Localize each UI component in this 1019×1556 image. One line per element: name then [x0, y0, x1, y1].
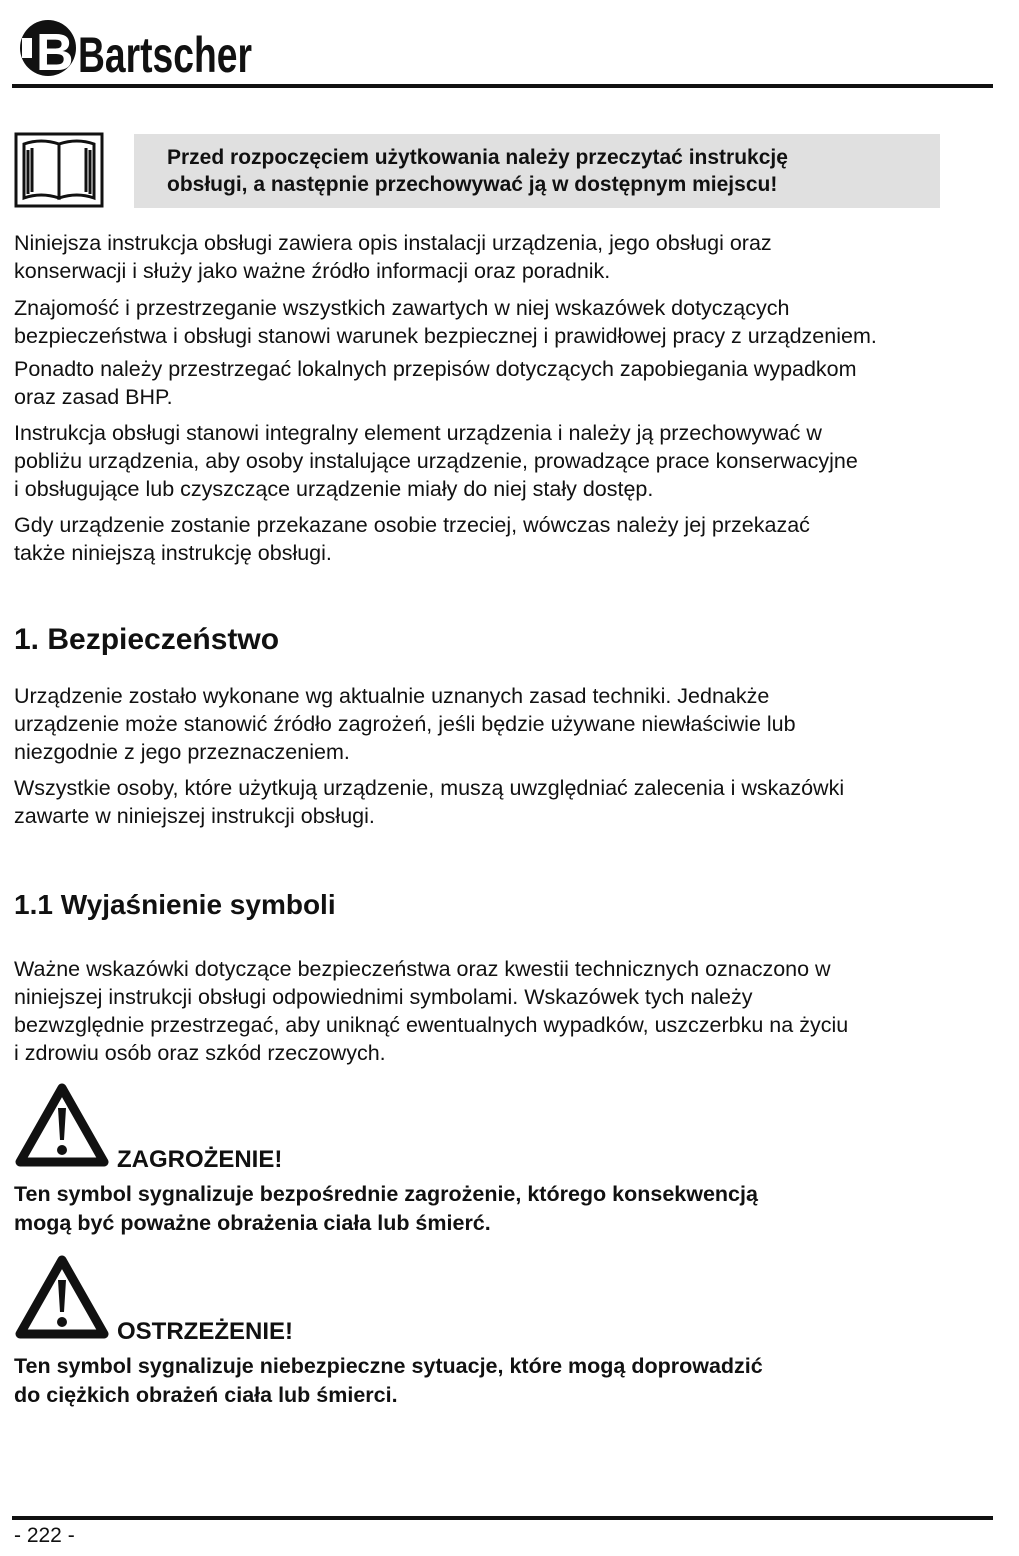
- text-line: niezgodnie z jego przeznaczeniem.: [14, 740, 350, 764]
- text-line: bezwzględnie przestrzegać, aby uniknąć ewentualnych wypadków, uszczerbku na życiu: [14, 1013, 849, 1037]
- text-line: Ponadto należy przestrzegać lokalnych przepisów dotyczących zapobiegania wypadkom: [14, 357, 857, 381]
- text-line: Gdy urządzenie zostanie przekazane osobie trzeciej, wówczas należy jej przekazać: [14, 513, 810, 537]
- text-line: pobliżu urządzenia, aby osoby instalujące urządzenie, prowadzące prace konserwacyjne: [14, 449, 858, 473]
- text-line: także niniejszą instrukcję obsługi.: [14, 541, 332, 565]
- text-line: urządzenie może stanowić źródło zagrożeń, jeśli będzie używane niewłaściwie lub: [14, 712, 796, 736]
- text-line: Instrukcja obsługi stanowi integralny element urządzenia i należy ją przechowywać w: [14, 421, 822, 445]
- text-line: i obsługujące lub czyszczące urządzenie miały do niej stały dostęp.: [14, 477, 654, 501]
- text-line: zawarte w niniejszej instrukcji obsługi.: [14, 804, 375, 828]
- text-line: niniejszej instrukcji obsługi odpowiednimi symbolami. Wskazówek tych należy: [14, 985, 753, 1009]
- header-rule: [12, 84, 993, 88]
- text-line: Urządzenie zostało wykonane wg aktualnie uznanych zasad techniki. Jednakże: [14, 684, 770, 708]
- brand-name: Bartscher: [78, 27, 252, 83]
- text-line: mogą być poważne obrażenia ciała lub śmierć.: [14, 1211, 491, 1235]
- text-line: i zdrowiu osób oraz szkód rzeczowych.: [14, 1041, 386, 1065]
- subsection-title: 1.1 Wyjaśnienie symboli: [14, 889, 336, 920]
- notice-line: obsługi, a następnie przechowywać ją w dostępnym miejscu!: [167, 173, 778, 196]
- page-number: - 222 -: [14, 1524, 75, 1547]
- intro-paragraph: [14, 229, 1019, 285]
- section-title: 1. Bezpieczeństwo: [14, 623, 280, 656]
- intro-paragraph: [14, 355, 1019, 411]
- text-line: bezpieczeństwa i obsługi stanowi warunek bezpiecznej i prawidłowej pracy z urządzeniem.: [14, 324, 877, 348]
- text-line: oraz zasad BHP.: [14, 385, 173, 409]
- notice-line: Przed rozpoczęciem użytkowania należy przeczytać instrukcję: [167, 146, 788, 169]
- subsection-paragraph: [14, 955, 1019, 1067]
- warning-triangle-icon: [14, 1254, 110, 1340]
- intro-paragraph: [14, 419, 1019, 503]
- manual-book-icon: [14, 132, 104, 208]
- section-paragraph: [14, 774, 1019, 830]
- warning-label: OSTRZEŻENIE!: [117, 1318, 294, 1345]
- intro-paragraph: [14, 294, 1019, 350]
- section-paragraph: [14, 682, 1019, 766]
- intro-paragraph: [14, 511, 1019, 567]
- danger-description: [14, 1180, 758, 1238]
- text-line: Ten symbol sygnalizuje bezpośrednie zagrożenie, którego konsekwencją: [14, 1182, 758, 1206]
- text-line: do ciężkich obrażeń ciała lub śmierci.: [14, 1383, 398, 1407]
- warning-description: [14, 1352, 763, 1410]
- danger-triangle-icon: [14, 1082, 110, 1168]
- bartscher-logo: [14, 8, 254, 83]
- danger-label: ZAGROŻENIE!: [117, 1146, 283, 1173]
- svg-text:B: B: [36, 24, 74, 82]
- text-line: konserwacji i służy jako ważne źródło informacji oraz poradnik.: [14, 259, 611, 283]
- text-line: Wszystkie osoby, które użytkują urządzenie, muszą uwzględniać zalecenia i wskazówki: [14, 776, 845, 800]
- read-manual-notice: [134, 134, 940, 208]
- footer-rule: [12, 1516, 993, 1520]
- text-line: Ten symbol sygnalizuje niebezpieczne sytuacje, które mogą doprowadzić: [14, 1354, 763, 1378]
- text-line: Ważne wskazówki dotyczące bezpieczeństwa oraz kwestii technicznych oznaczono w: [14, 957, 831, 981]
- text-line: Znajomość i przestrzeganie wszystkich zawartych w niej wskazówek dotyczących: [14, 296, 790, 320]
- text-line: Niniejsza instrukcja obsługi zawiera opis instalacji urządzenia, jego obsługi oraz: [14, 231, 772, 255]
